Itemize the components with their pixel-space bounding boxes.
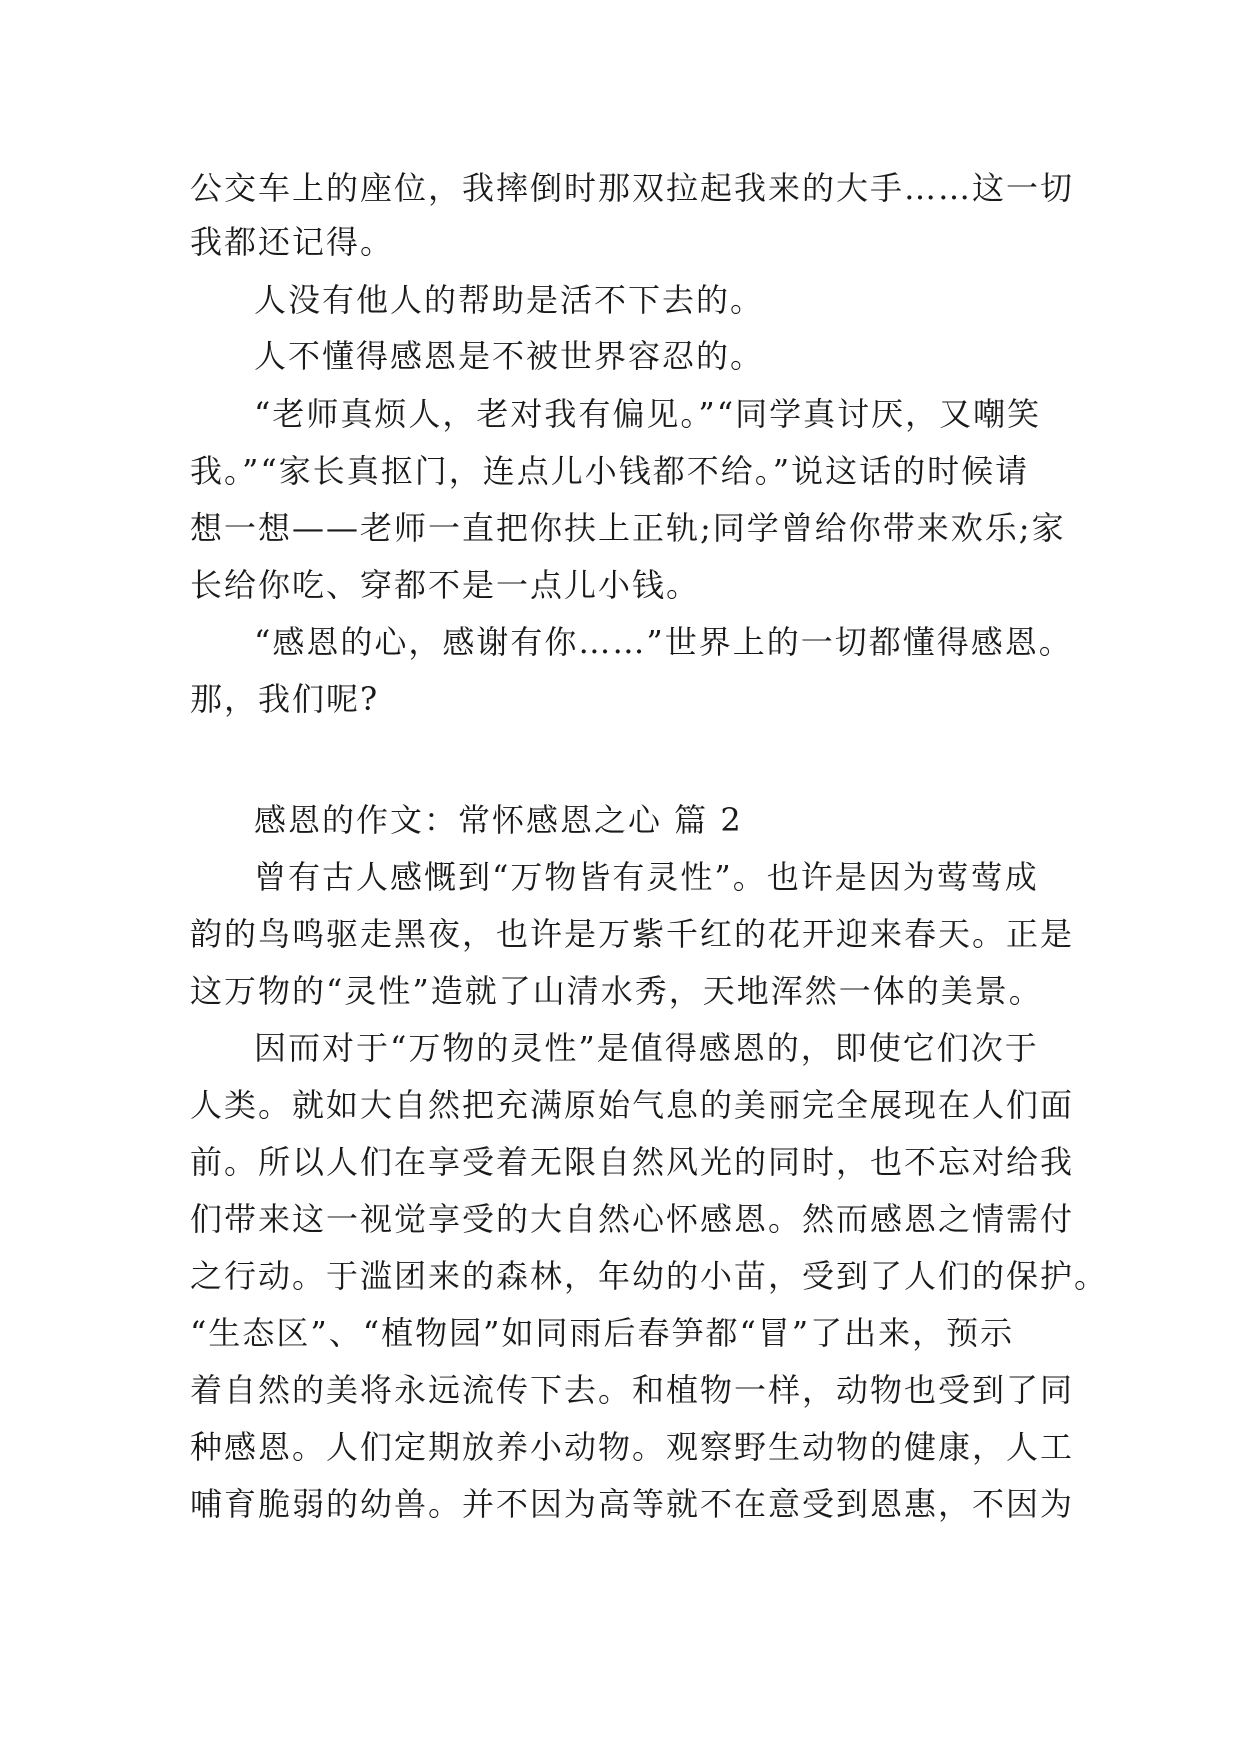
paragraph-line: 人没有他人的帮助是活不下去的。 — [254, 281, 765, 319]
paragraph-line: 长给你吃、穿都不是一点儿小钱。 — [190, 566, 701, 604]
paragraph-line: 这万物的“灵性”造就了山清水秀，天地浑然一体的美景。 — [190, 972, 1043, 1010]
paragraph-line: 人不懂得感恩是不被世界容忍的。 — [254, 337, 765, 375]
paragraph-line: 着自然的美将永远流传下去。和植物一样，动物也受到了同 — [190, 1371, 1075, 1409]
paragraph-line: “感恩的心，感谢有你……”世界上的一切都懂得感恩。 — [254, 623, 1073, 661]
paragraph-line: 哺育脆弱的幼兽。并不因为高等就不在意受到恩惠，不因为 — [190, 1485, 1075, 1523]
paragraph-line: 我。”“家长真抠门，连点儿小钱都不给。”说这话的时候请 — [190, 452, 1030, 490]
paragraph-line: 想一想——老师一直把你扶上正轨;同学曾给你带来欢乐;家 — [190, 509, 1066, 547]
paragraph-line: 前。所以人们在享受着无限自然风光的同时，也不忘对给我 — [190, 1143, 1075, 1181]
paragraph-line: 韵的鸟鸣驱走黑夜，也许是万紫千红的花开迎来春天。正是 — [190, 915, 1075, 953]
paragraph-line: 曾有古人感慨到“万物皆有灵性”。也许是因为莺莺成 — [254, 858, 1039, 896]
paragraph-line: 那，我们呢? — [190, 680, 380, 718]
paragraph-line: “生态区”、“植物园”如同雨后春笋都“冒”了出来，预示 — [190, 1314, 1015, 1352]
paragraph-line: 因而对于“万物的灵性”是值得感恩的，即使它们次于 — [254, 1029, 1039, 1067]
paragraph-line: 之行动。于滥团来的森林，年幼的小苗，受到了人们的保护。 — [190, 1257, 1109, 1295]
paragraph-line: “老师真烦人，老对我有偏见。”“同学真讨厌，又嘲笑 — [254, 395, 1042, 433]
paragraph-line: 公交车上的座位，我摔倒时那双拉起我来的大手……这一切 — [190, 169, 1075, 207]
paragraph-line: 我都还记得。 — [190, 223, 395, 261]
section-heading: 感恩的作文：常怀感恩之心 篇 2 — [254, 801, 743, 839]
paragraph-line: 们带来这一视觉享受的大自然心怀感恩。然而感恩之情需付 — [190, 1200, 1075, 1238]
paragraph-line: 种感恩。人们定期放养小动物。观察野生动物的健康，人工 — [190, 1428, 1075, 1466]
paragraph-line: 人类。就如大自然把充满原始气息的美丽完全展现在人们面 — [190, 1086, 1075, 1124]
